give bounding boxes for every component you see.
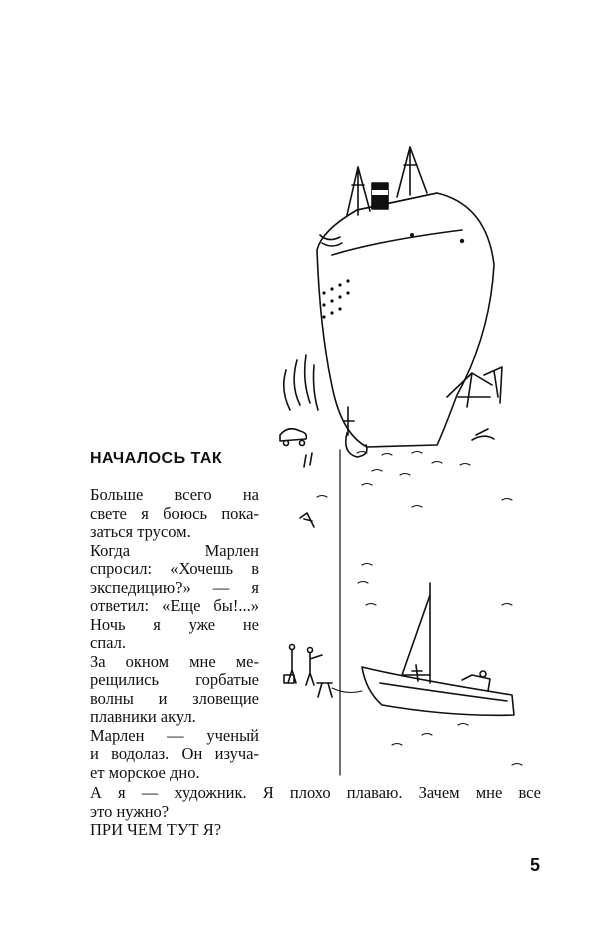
text-line: Когда Марлен — [90, 540, 259, 560]
text-line: рещились горбатые — [90, 670, 259, 689]
text-line: это нужно? — [90, 801, 170, 821]
text-line: заться трусом. — [90, 522, 191, 541]
text-line: спросил: «Хочешь в — [90, 559, 259, 578]
ship-and-sailboat-illustration — [262, 135, 562, 795]
wide-text-block — [90, 784, 541, 840]
sailboat-icon — [362, 583, 514, 715]
text-line: А я — художник. Я плохо плаваю. Зачем мне все — [90, 783, 541, 802]
text-line: экспедицию?» — я — [90, 577, 259, 597]
text-line: За окном мне ме- — [90, 651, 259, 671]
text-line: Больше всего на — [90, 485, 259, 504]
text-line: ответил: «Еще бы!...» — [90, 596, 259, 615]
people-icon — [284, 645, 362, 698]
figure-icon — [300, 513, 314, 527]
text-line: Марлен — ученый — [90, 725, 259, 745]
text-line: ет морское дно. — [90, 762, 200, 782]
text-line: Ночь я уже не — [90, 614, 259, 634]
text-line: волны и зловещие — [90, 688, 259, 708]
chapter-heading: НАЧАЛОСЬ ТАК — [90, 450, 223, 467]
crowd-icon — [280, 355, 318, 467]
page-number: 5 — [530, 855, 541, 875]
text-line: спал. — [90, 633, 126, 652]
crane-icon — [447, 367, 502, 440]
text-line: ПРИ ЧЕМ ТУТ Я? — [90, 820, 222, 839]
water-ripples — [317, 452, 522, 766]
narrow-text-column — [90, 486, 259, 782]
text-line: свете я боюсь пока- — [90, 503, 259, 523]
text-line: и водолаз. Он изуча- — [90, 744, 259, 763]
text-line: плавники акул. — [90, 707, 196, 726]
ship-icon — [317, 147, 494, 457]
